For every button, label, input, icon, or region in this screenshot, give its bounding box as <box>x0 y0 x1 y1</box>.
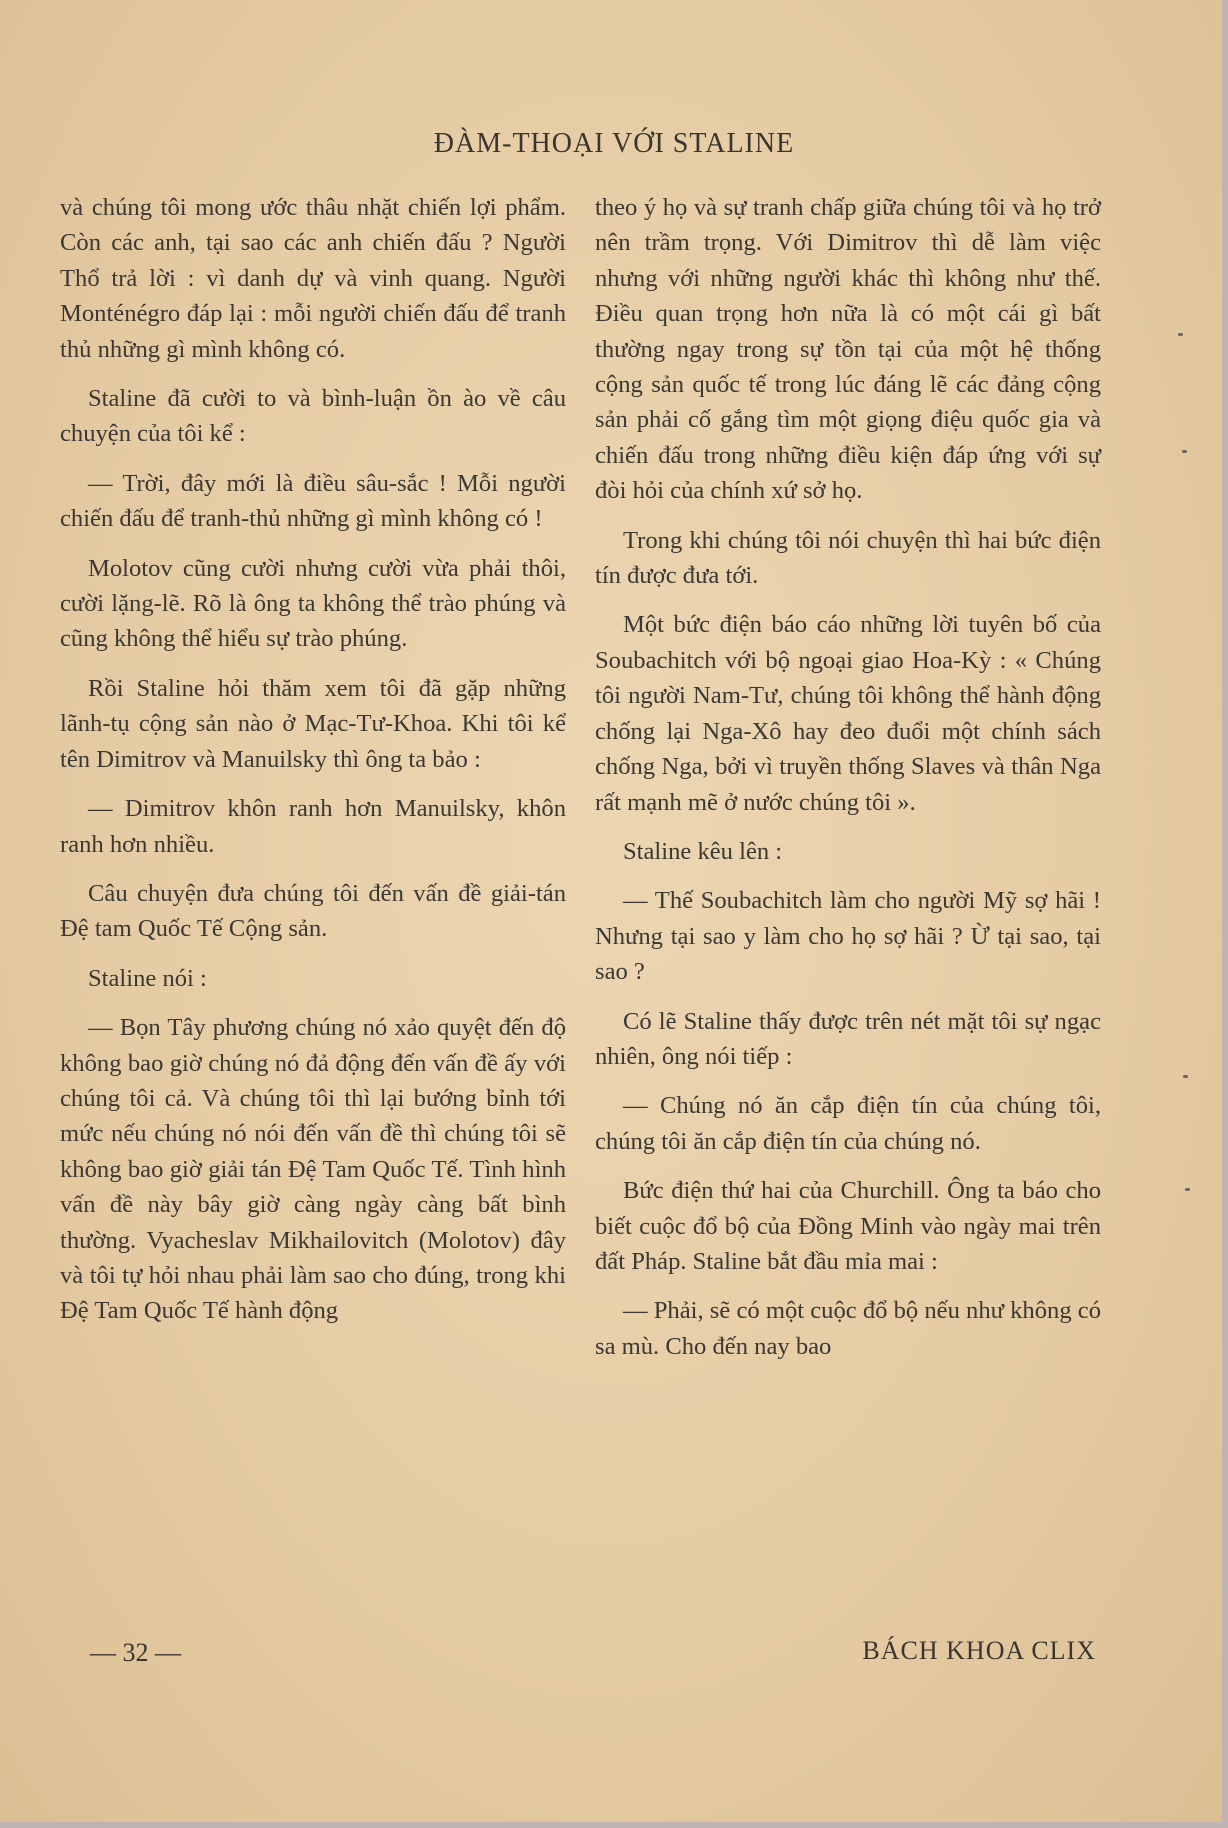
paragraph: Molotov cũng cười nhưng cười vừa phải thôi, cười lặng-lẽ. Rõ là ông ta không thể trào phúng và cũng không thể hiểu sự trào phúng. <box>60 554 566 653</box>
paragraph: — Thế Soubachitch làm cho người Mỹ sợ hãi ! Nhưng tại sao y làm cho họ sợ hãi ? Ừ tại sao, tại sao ? <box>595 887 1101 986</box>
paragraph: — Trời, đây mới là điều sâu-sắc ! Mỗi người chiến đấu để tranh-thủ những gì mình không có ! <box>60 469 566 533</box>
paragraph: — Chúng nó ăn cắp điện tín của chúng tôi, chúng tôi ăn cắp điện tín của chúng nó. <box>595 1092 1101 1155</box>
paragraph: Bức điện thứ hai của Churchill. Ông ta báo cho biết cuộc đổ bộ của Đồng Minh vào ngày mai trên đất Pháp. Staline bắt đầu mỉa mai : <box>595 1177 1101 1275</box>
paragraph: — Bọn Tây phương chúng nó xảo quyệt đến độ không bao giờ chúng nó đả động đến vấn đề ấy với chúng tôi cả. Và chúng tôi thì lại bướng bỉnh tới mức nếu chúng nó nói đến vấn đề thì chúng tôi sẽ không bao giờ giải tán Đệ Tam Quốc Tế. Tình hình vấn đề này bây giờ càng ngày càng bất bình thường. Vyacheslav Mikhailovitch (Molotov) đây và tôi tự hỏi nhau phải làm sao cho đúng, trong khi Đệ Tam Quốc Tế hành động <box>60 1014 566 1325</box>
paragraph: và chúng tôi mong ước thâu nhặt chiến lợi phẩm. Còn các anh, tại sao các anh chiến đấu ? Người Thổ trả lời : vì danh dự và vinh quang. Người Monténégro đáp lại : mỗi người chiến đấu để tranh thủ những gì mình không có. <box>60 194 566 363</box>
paper-speck <box>1178 333 1183 336</box>
left-column <box>60 190 566 1343</box>
scan-border-right <box>1222 0 1228 1828</box>
paragraph: Một bức điện báo cáo những lời tuyên bố của Soubachitch với bộ ngoại giao Hoa-Kỳ : « Chúng tôi người Nam-Tư, chúng tôi không thể hành động chống lại Nga-Xô hay đeo đuổi một chính sách chống Nga, bởi vì truyền thống Slaves và thân Nga rất mạnh mẽ ở nước chúng tôi ». <box>595 611 1101 816</box>
paragraph: Staline đã cười to và bình-luận ồn ào về câu chuyện của tôi kể : <box>60 385 566 448</box>
paragraph: Câu chuyện đưa chúng tôi đến vấn đề giải-tán Đệ tam Quốc Tế Cộng sản. <box>60 879 566 943</box>
paragraph: — Phải, sẽ có một cuộc đổ bộ nếu như không có sa mù. Cho đến nay bao <box>595 1297 1101 1360</box>
running-head: ĐÀM-THOẠI VỚI STALINE <box>433 128 795 159</box>
paragraph: Staline kêu lên : <box>623 837 783 865</box>
scan-border-bottom <box>0 1822 1228 1828</box>
paragraph: theo ý họ và sự tranh chấp giữa chúng tôi và họ trở nên trầm trọng. Với Dimitrov thì dễ làm việc nhưng với những người khác thì không như thế. Điều quan trọng hơn nữa là có một cái gì bất thường ngay trong sự tồn tại của một hệ thống cộng sản quốc tế trong lúc đáng lẽ các đảng cộng sản phải cố gắng tìm một giọng điệu quốc gia và chiến đấu trong những điều kiện đáp ứng với sự đòi hỏi của chính xứ sở họ. <box>595 194 1101 505</box>
publication-name: BÁCH KHOA CLIX <box>862 1636 1096 1665</box>
paragraph: — Dimitrov khôn ranh hơn Manuilsky, khôn ranh hơn nhiều. <box>60 795 566 858</box>
paper-speck <box>1183 1075 1188 1078</box>
paper-speck <box>1185 1188 1190 1191</box>
paragraph: Trong khi chúng tôi nói chuyện thì hai bức điện tín được đưa tới. <box>595 526 1101 590</box>
page-number: — 32 — <box>90 1638 181 1667</box>
paragraph: Staline nói : <box>88 964 207 992</box>
paper-speck <box>1182 450 1187 453</box>
right-column <box>595 190 1101 1378</box>
paragraph: Có lẽ Staline thấy được trên nét mặt tôi sự ngạc nhiên, ông nói tiếp : <box>595 1007 1101 1070</box>
paragraph: Rồi Staline hỏi thăm xem tôi đã gặp những lãnh-tụ cộng sản nào ở Mạc-Tư-Khoa. Khi tôi kể tên Dimitrov và Manuilsky thì ông ta bảo : <box>60 674 566 773</box>
